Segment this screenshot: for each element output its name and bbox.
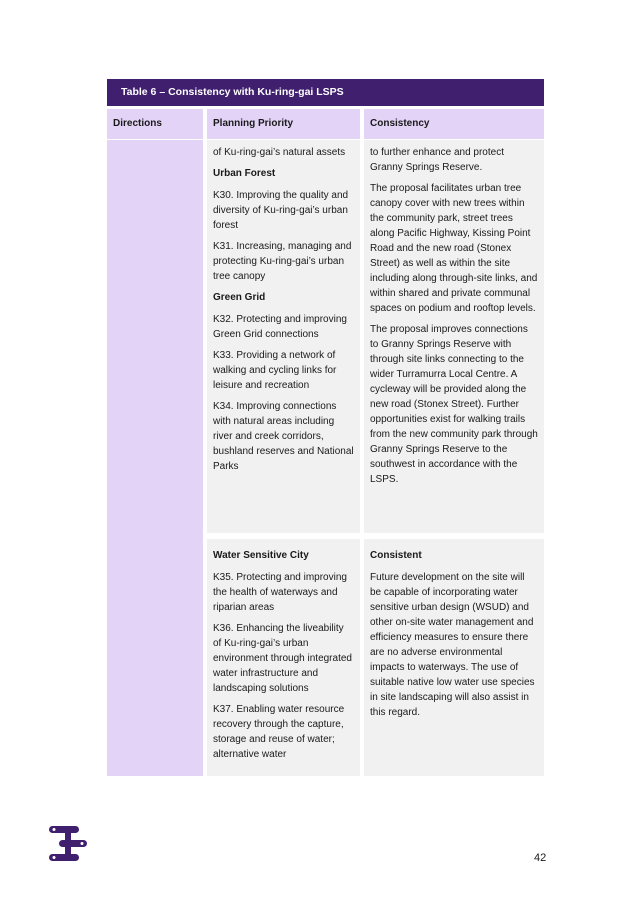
priority-text: K31. Increasing, managing and protecting Ku-ring-gai’s urban tree canopy bbox=[213, 241, 352, 282]
priority-text: K34. Improving connections with natural areas including river and creek corridors, bushland reserves and National Parks bbox=[213, 401, 354, 472]
header-planning-priority: Planning Priority bbox=[207, 109, 360, 139]
consistency-text: Future development on the site will be capable of incorporating water sensitive urban design (WSUD) and other on-site water management and efficiency measures to ensure there are no adverse environmental impacts to waterways. The use of suitable native low water use species in site landscaping will also assist in this regard. bbox=[370, 572, 535, 718]
consistency-cell-2 bbox=[364, 539, 544, 776]
planning-priority-cell-1 bbox=[207, 140, 360, 533]
consistency-text: The proposal improves connections to Granny Springs Reserve with through site links connecting to the wider Turramurra Local Centre. A cycleway will be provided along the new road (Stonex Street). Further opportunities exist for walking trails from the new community park through Granny Springs Reserve to the southwest in accordance with the LSPS. bbox=[370, 324, 538, 485]
priority-text: K30. Improving the quality and diversity of Ku-ring-gai’s urban forest bbox=[213, 190, 349, 231]
priority-text: K35. Protecting and improving the health of waterways and riparian areas bbox=[213, 572, 347, 613]
table-title: Table 6 – Consistency with Ku-ring-gai LSPS bbox=[107, 79, 544, 106]
table-header-row bbox=[107, 109, 544, 139]
priority-text: K32. Protecting and improving Green Grid connections bbox=[213, 314, 347, 340]
consistency-cell-1 bbox=[364, 140, 544, 533]
priority-text: K37. Enabling water resource recovery through the capture, storage and reuse of water; alternative water bbox=[213, 704, 345, 760]
planning-priority-cell-2 bbox=[207, 539, 360, 776]
priority-text: K33. Providing a network of walking and cycling links for leisure and recreation bbox=[213, 350, 337, 391]
priority-heading: Water Sensitive City bbox=[213, 550, 309, 561]
consistency-table bbox=[107, 79, 544, 139]
priority-heading: Urban Forest bbox=[213, 168, 276, 179]
consistency-text: The proposal facilitates urban tree canopy cover with new trees within the community park, street trees along Pacific Highway, Kissing Point Road and the new road (Stonex Street) as well as within the site including along through-site links, and within shared and private communal spaces on podium and rooftop levels. bbox=[370, 183, 538, 314]
linked-nodes-logo-icon bbox=[47, 824, 89, 864]
page-number: 42 bbox=[534, 852, 547, 864]
header-directions: Directions bbox=[107, 109, 203, 139]
header-consistency: Consistency bbox=[364, 109, 544, 139]
priority-text: K36. Enhancing the liveability of Ku-ring-gai’s urban environment through integrated water infrastructure and landscaping solutions bbox=[213, 623, 352, 694]
directions-column bbox=[107, 140, 203, 776]
priority-text: of Ku-ring-gai’s natural assets bbox=[213, 147, 346, 158]
priority-heading: Green Grid bbox=[213, 292, 266, 303]
consistency-text: to further enhance and protect Granny Springs Reserve. bbox=[370, 147, 504, 173]
consistency-heading: Consistent bbox=[370, 550, 422, 561]
